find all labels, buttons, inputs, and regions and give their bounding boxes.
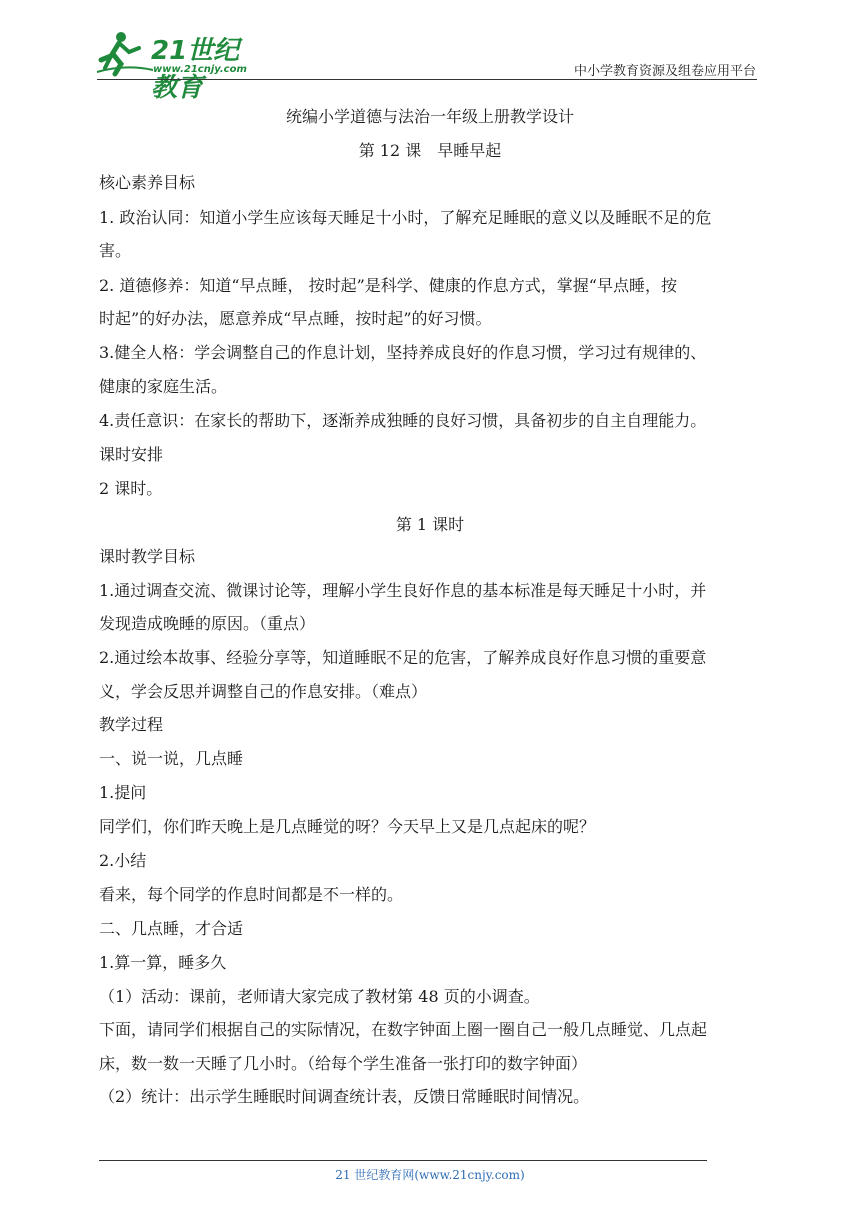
logo-url: www.21cnjy.com <box>153 64 247 75</box>
platform-label: 中小学教育资源及组卷应用平台 <box>573 64 756 79</box>
page-header <box>0 0 860 103</box>
footer-divider <box>99 1160 707 1161</box>
section-title: 第 1 课时 <box>395 515 465 534</box>
paragraph-line: 床，数一数一天睡了几小时。（给每个学生准备一张打印的数字钟面） <box>99 1054 588 1073</box>
paragraph-line: 害。 <box>99 241 132 260</box>
paragraph-line: 2 课时。 <box>99 479 163 498</box>
header-divider <box>97 79 757 80</box>
paragraph-line: 1. 政治认同：知道小学生应该每天睡足十小时，了解充足睡眠的意义以及睡眠不足的危 <box>99 208 712 227</box>
runner-icon <box>95 30 155 78</box>
paragraph-line: 时起”的好办法，愿意养成“早点睡，按时起”的好习惯。 <box>99 309 492 328</box>
paragraph-line: 发现造成晚睡的原因。（重点） <box>99 614 316 633</box>
heading-process: 教学过程 <box>99 715 164 734</box>
paragraph-line: 一、说一说，几点睡 <box>99 749 244 768</box>
paragraph-line: 二、几点睡，才合适 <box>99 919 244 938</box>
heading-schedule: 课时安排 <box>99 445 164 464</box>
paragraph-line: （2）统计：出示学生睡眠时间调查统计表，反馈日常睡眠时间情况。 <box>99 1087 590 1106</box>
site-logo[interactable] <box>95 30 265 103</box>
document-title: 统编小学道德与法治一年级上册教学设计 <box>285 107 574 126</box>
heading-core-goals: 核心素养目标 <box>99 173 196 192</box>
paragraph-line: 2. 道德修养：知道“早点睡， 按时起”是科学、健康的作息方式，掌握“早点睡，按 <box>99 276 677 295</box>
paragraph-line: 1.算一算，睡多久 <box>99 953 227 972</box>
paragraph-line: 2.小结 <box>99 851 147 870</box>
paragraph-line: 看来，每个同学的作息时间都是不一样的。 <box>99 885 404 904</box>
paragraph-line: 下面，请同学们根据自己的实际情况，在数字钟面上圈一圈自己一般几点睡觉、几点起 <box>99 1020 708 1039</box>
logo-text: 21世纪教育 <box>151 36 240 103</box>
paragraph-line: 义，学会反思并调整自己的作息安排。（难点） <box>99 682 428 701</box>
paragraph-line: 4.责任意识：在家长的帮助下，逐渐养成独睡的良好习惯，具备初步的自主自理能力。 <box>99 411 707 430</box>
paragraph-line: 3.健全人格：学会调整自己的作息计划，坚持养成良好的作息习惯，学习过有规律的、 <box>99 343 707 362</box>
paragraph-line: 1.提问 <box>99 783 147 802</box>
footer-link[interactable]: 21 世纪教育网(www.21cnjy.com) <box>335 1168 525 1182</box>
paragraph-line: 2.通过绘本故事、经验分享等，知道睡眠不足的危害，了解养成良好作息习惯的重要意 <box>99 648 707 667</box>
paragraph-line: 1.通过调查交流、微课讨论等，理解小学生良好作息的基本标准是每天睡足十小时，并 <box>99 581 707 600</box>
paragraph-line: （1）活动：课前，老师请大家完成了教材第 48 页的小调查。 <box>99 987 540 1006</box>
heading-lesson-goals: 课时教学目标 <box>99 547 196 566</box>
paragraph-line: 同学们，你们昨天晚上是几点睡觉的呀？今天早上又是几点起床的呢？ <box>99 817 596 836</box>
lesson-title: 第 12 课 早睡早起 <box>358 141 502 160</box>
paragraph-line: 健康的家庭生活。 <box>99 377 228 396</box>
